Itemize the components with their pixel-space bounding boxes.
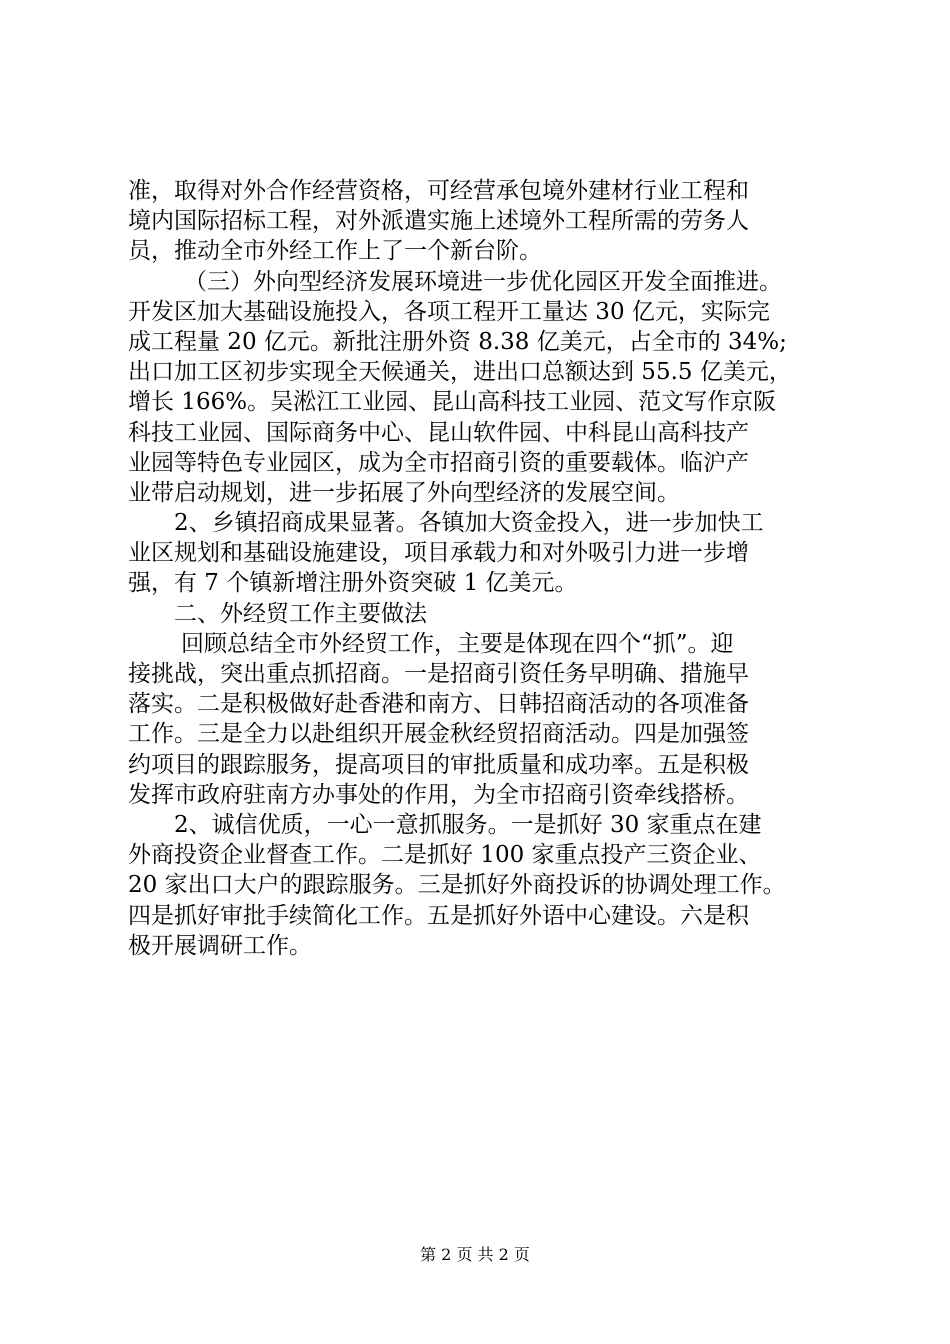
text-line: 约项目的跟踪服务，提高项目的审批质量和成功率。五是积极 (128, 751, 749, 778)
text-line: 落实。二是积极做好赴香港和南方、日韩招商活动的各项准备 (128, 691, 749, 718)
text-line: 四是抓好审批手续简化工作。五是抓好外语中心建设。六是积 (128, 902, 749, 929)
text-line: 员，推动全市外经工作上了一个新台阶。 (128, 238, 542, 265)
text-line: 强，有 7 个镇新增注册外资突破 1 亿美元。 (128, 570, 578, 597)
document-body (128, 176, 858, 961)
text-line: 科技工业园、国际商务中心、昆山软件园、中科昆山高科技产 (128, 419, 749, 446)
text-line: 出口加工区初步实现全天候通关，进出口总额达到 55.5 亿美元， (128, 359, 792, 386)
text-line: （三）外向型经济发展环境进一步优化园区开发全面推进。 (184, 268, 782, 295)
text-line: 接挑战，突出重点抓招商。一是招商引资任务早明确、措施早 (128, 661, 749, 687)
text-line: 开发区加大基础设施投入，各项工程开工量达 30 亿元，实际完 (128, 298, 770, 325)
text-line: 发挥市政府驻南方办事处的作用，为全市招商引资牵线搭桥。 (128, 781, 749, 808)
text-line: 成工程量 20 亿元。新批注册外资 8.38 亿美元，占全市的 34%; (128, 328, 787, 355)
text-line: 2、乡镇招商成果显著。各镇加大资金投入，进一步加快工 (174, 510, 764, 537)
text-line: 2、诚信优质，一心一意抓服务。一是抓好 30 家重点在建 (174, 811, 762, 838)
text-line: 准，取得对外合作经营资格，可经营承包境外建材行业工程和 (128, 178, 749, 204)
text-line: 业带启动规划，进一步拓展了外向型经济的发展空间。 (128, 479, 680, 506)
text-line: 外商投资企业督查工作。二是抓好 100 家重点投产三资企业、 (128, 842, 762, 869)
text-line: 业园等特色专业园区，成为全市招商引资的重要载体。临沪产 (128, 449, 749, 476)
text-line: 工作。三是全力以赴组织开展金秋经贸招商活动。四是加强签 (128, 721, 749, 748)
text-line: 极开展调研工作。 (128, 932, 312, 959)
text-line: 二、外经贸工作主要做法 (174, 600, 427, 627)
page-footer: 第 2 页 共 2 页 (420, 1245, 530, 1264)
text-line: 境内国际招标工程，对外派遣实施上述境外工程所需的劳务人 (128, 208, 749, 235)
text-line: 业区规划和基础设施建设，项目承载力和对外吸引力进一步增 (128, 540, 749, 567)
text-line: 回顾总结全市外经贸工作，主要是体现在四个“抓”。迎 (181, 630, 734, 657)
text-line: 增长 166%。吴淞江工业园、昆山高科技工业园、范文写作京阪 (128, 389, 777, 416)
text-line: 20 家出口大户的跟踪服务。三是抓好外商投诉的协调处理工作。 (128, 872, 786, 899)
